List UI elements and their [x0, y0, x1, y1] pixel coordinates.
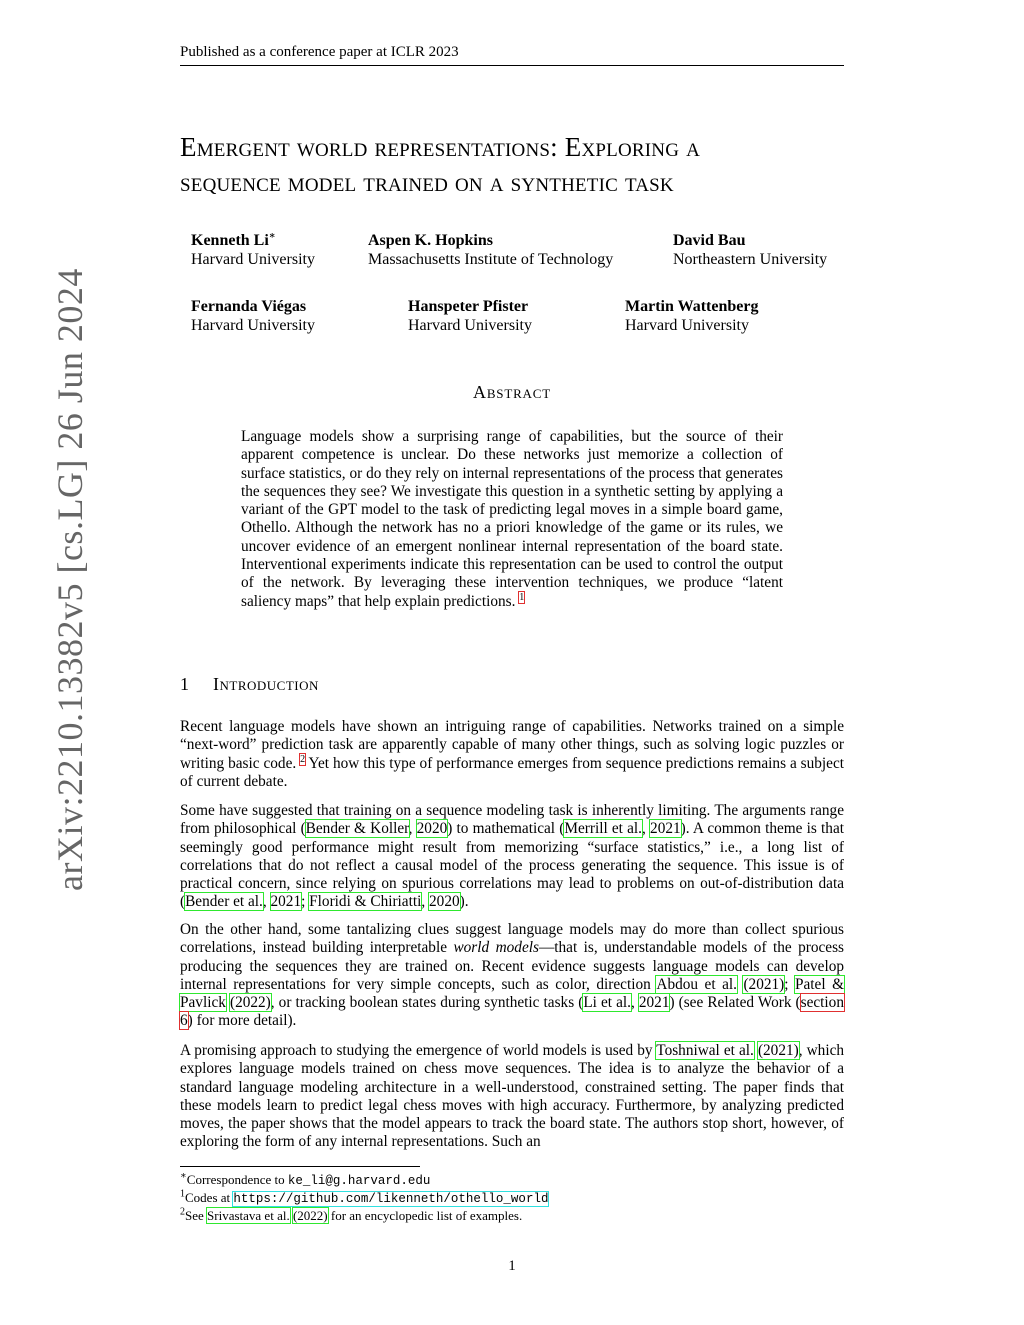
paragraph-text: ).: [459, 893, 469, 911]
citation-year-link[interactable]: (2021): [743, 975, 785, 993]
paragraph-text: ,: [262, 893, 271, 911]
author-block: [673, 231, 827, 269]
paragraph: [180, 802, 844, 912]
section-ref-link[interactable]: section 6: [180, 994, 844, 1030]
section-number: 1: [180, 674, 190, 694]
paragraph: [180, 718, 844, 791]
title-line-2: sequence model trained on a synthetic task: [180, 167, 674, 197]
author-affiliation: Harvard University: [408, 317, 532, 334]
citation-year-link[interactable]: 2021: [638, 994, 670, 1012]
paragraph: [180, 921, 844, 1031]
author-block: [625, 297, 758, 335]
paragraph-text: , or tracking boolean states during synthetic tasks (: [270, 994, 584, 1012]
paper-title: [180, 130, 860, 200]
author-affiliation: Harvard University: [191, 251, 315, 268]
paragraph-text: ;: [301, 893, 310, 911]
footnote-text: for an encyclopedic list of examples.: [327, 1208, 523, 1223]
paragraph-text: ) for more detail).: [187, 1012, 297, 1030]
author-block: [408, 297, 532, 335]
footnote-link[interactable]: 1: [519, 591, 525, 603]
paragraph-text: On the other hand, some tantalizing clues suggest language models may do more than collect spurious correlations, instead building interpretable: [180, 921, 844, 957]
running-header: Published as a conference paper at ICLR 2023: [180, 44, 459, 60]
citation-link[interactable]: Floridi & Chiriatti: [309, 893, 422, 911]
citation-year-link[interactable]: (2022): [229, 994, 271, 1012]
author-affiliation: Harvard University: [625, 317, 749, 334]
footnote-rule: [180, 1166, 420, 1167]
citation-year-link[interactable]: 2020: [429, 893, 460, 911]
author-name: Martin Wattenberg: [625, 298, 759, 315]
email-address[interactable]: ke_li@g.harvard.edu: [287, 1174, 431, 1188]
paragraph-text: ). A common theme is that seemingly good performance might result from memorizing “surface statistics,” i.e., a long list of correlations that do not reflect a causal model of the process generating the sequence. This issue is of practical concern, since relying on spurious correlations may lead to problems on out-of-distribution data (: [180, 820, 844, 911]
footnote-text: Correspondence to: [186, 1172, 288, 1187]
paragraph-text: Some have suggested that training on a sequence modeling task is inherently limiting. The arguments range from philosophical (: [180, 802, 844, 838]
paragraph-text: ,: [408, 820, 417, 838]
citation-year-link[interactable]: 2020: [416, 820, 448, 838]
citation-link[interactable]: Li et al.: [583, 994, 631, 1012]
abstract-text: Language models show a surprising range of capabilities, but the source of their apparent competence is unclear. Do these networks just memorize a collection of surface statistics, or do they rely on internal representations of the process that generates the sequences they see? We investigate this question in a synthetic setting by applying a variant of the GPT model to the task of predicting legal moves in a simple board game, Othello. Although the network has no a priori knowledge of the game or its rules, we uncover evidence of an emergent nonlinear internal representation of the board state. Interventional experiments indicate this representation can be used to control the output of the network. By leveraging these intervention techniques, we produce “latent saliency maps” that help explain predictions.: [241, 428, 783, 610]
author-name: Aspen K. Hopkins: [368, 232, 493, 249]
author-block: [191, 231, 315, 269]
title-line-1: Emergent world representations: Exploring a: [180, 132, 701, 162]
paragraph-text: Recent language models have shown an intriguing range of capabilities. Networks trained on a simple “next-word” prediction task are apparently capable of many other things, such as solving logic puzzles or writing basic code.: [180, 718, 844, 772]
author-affiliation: Northeastern University: [673, 251, 828, 268]
paragraph-text: , which explores language models trained on chess move sequences. The idea is to analyze the behavior of a standard language modeling architecture in a well-understood, constrained setting. The paper finds that these models learn to predict legal chess moves with high accuracy. Furthermore, by analyzing predicted moves, the paper shows that the model appears to track the board state. The authors stop short, however, of exploring the form of any internal representations. Such an: [180, 1042, 845, 1151]
header-rule: [180, 65, 844, 66]
citation-link[interactable]: Patel & Pavlick: [180, 975, 844, 1012]
citation-link[interactable]: Bender et al.: [185, 893, 263, 911]
author-block: [368, 231, 613, 269]
author-mark: ∗: [268, 230, 276, 242]
author-affiliation: Massachusetts Institute of Technology: [368, 251, 614, 268]
paragraph-text: ;: [784, 975, 795, 993]
citation-year-link[interactable]: (2022): [292, 1208, 328, 1223]
citation-year-link[interactable]: 2021: [270, 893, 302, 911]
section-title: Introduction: [213, 674, 319, 694]
citation-year-link[interactable]: 2021: [650, 820, 681, 838]
footnote-mark: ∗: [180, 1170, 187, 1182]
footnote: [180, 1190, 548, 1207]
citation-link[interactable]: Srivastava et al.: [207, 1208, 290, 1223]
footnote: [180, 1208, 522, 1224]
paragraph-text: ) (see Related Work (: [669, 994, 801, 1012]
paragraph-text: ,: [630, 994, 639, 1012]
citation-link[interactable]: Toshniwal et al.: [656, 1042, 754, 1059]
emphasis-text: world models: [453, 939, 539, 957]
citation-year-link[interactable]: (2021): [757, 1042, 799, 1059]
paragraph-text: Yet how this type of performance emerges from sequence predictions remains a subject of current debate.: [180, 754, 845, 790]
citation-link[interactable]: Abdou et al.: [656, 975, 737, 993]
abstract-body: [241, 428, 783, 611]
abstract-heading: Abstract: [473, 382, 551, 402]
paragraph-text: A promising approach to studying the emergence of world models is used by: [180, 1042, 657, 1059]
footnote-link[interactable]: 2: [300, 753, 306, 765]
footnote-mark: 2: [180, 1206, 185, 1218]
author-name: Kenneth Li∗: [191, 230, 276, 249]
paragraph-text: ) to mathematical (: [447, 820, 565, 838]
footnote-mark: 1: [180, 1188, 185, 1200]
paragraph: [180, 1042, 844, 1152]
page-number: 1: [508, 1258, 516, 1274]
footnote-text: Codes at: [185, 1190, 234, 1205]
citation-link[interactable]: Merrill et al.: [564, 820, 643, 838]
code-url-link[interactable]: https://github.com/likenneth/othello_world: [233, 1192, 549, 1206]
author-block: [191, 297, 315, 335]
section-heading: [180, 674, 319, 695]
author-name: David Bau: [673, 232, 746, 249]
author-name: Fernanda Viégas: [191, 298, 307, 315]
paragraph-text: ,: [642, 820, 651, 838]
author-name: Hanspeter Pfister: [408, 298, 529, 315]
footnote: [180, 1172, 430, 1189]
footnote-text: See: [185, 1208, 208, 1223]
arxiv-side-label: arXiv:2210.13382v5 [cs.LG] 26 Jun 2024: [50, 268, 90, 891]
paragraph-text: ,: [421, 893, 430, 911]
paragraph-text: —that is, understandable models of the process producing the sequences they are trained on. Recent evidence suggests language models can develop internal representations for very simple concepts, such as color, direction: [180, 939, 844, 993]
author-affiliation: Harvard University: [191, 317, 315, 334]
citation-link[interactable]: Bender & Koller: [305, 820, 409, 838]
